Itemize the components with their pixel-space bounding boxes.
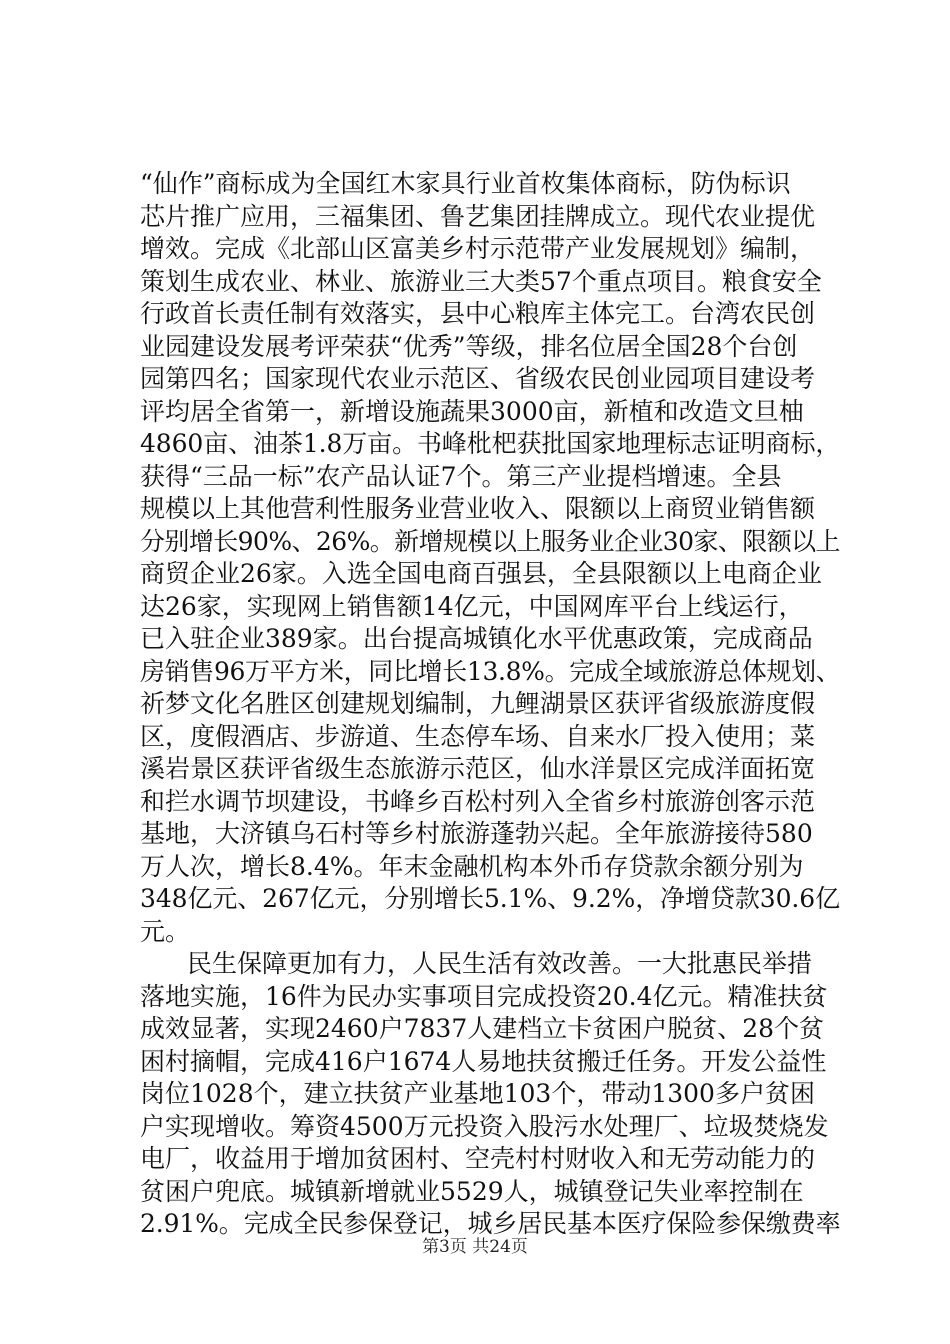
text-line: 规模以上其他营利性服务业营业收入、限额以上商贸业销售额 xyxy=(140,494,816,523)
text-line: 商贸企业26家。入选全国电商百强县，全县限额以上电商企业 xyxy=(140,559,822,588)
text-line: 民生保障更加有力，人民生活有效改善。一大批惠民举措 xyxy=(187,949,813,978)
text-line: 348亿元、267亿元，分别增长5.1%、9.2%，净增贷款30.6亿 xyxy=(140,884,840,913)
text-line: 和拦水调节坝建设，书峰乡百松村列入全省乡村旅游创客示范 xyxy=(140,786,816,816)
text-line: 已入驻企业389家。出台提高城镇化水平优惠政策，完成商品 xyxy=(140,624,813,653)
text-line: 成效显著，实现2460户7837人建档立卡贫困户脱贫、28个贫 xyxy=(140,1014,825,1043)
page-footer: 第3页 共24页 xyxy=(422,1237,528,1257)
text-line: 祈梦文化名胜区创建规划编制，九鲤湖景区获评省级旅游度假 xyxy=(140,689,816,718)
text-line: 评均居全省第一，新增设施蔬果3000亩，新植和改造文旦柚 xyxy=(140,396,804,426)
text-line: 万人次，增长8.4%。年末金融机构本外币存贷款余额分别为 xyxy=(140,851,804,881)
text-line: 电厂，收益用于增加贫困村、空壳村村财收入和无劳动能力的 xyxy=(140,1144,816,1173)
text-line: 落地实施，16件为民办实事项目完成投资20.4亿元。精准扶贫 xyxy=(140,981,828,1011)
text-line: 芯片推广应用，三福集团、鲁艺集团挂牌成立。现代农业提优 xyxy=(140,201,816,231)
text-line: “仙作”商标成为全国红木家具行业首枚集体商标，防伪标识 xyxy=(140,169,791,198)
text-line: 区，度假酒店、步游道、生态停车场、自来水厂投入使用；菜 xyxy=(140,721,816,751)
text-line: 园第四名；国家现代农业示范区、省级农民创业园项目建设考 xyxy=(140,364,816,393)
text-line: 元。 xyxy=(140,916,191,946)
text-line: 岗位1028个，建立扶贫产业基地103个，带动1300多户贫困 xyxy=(140,1079,815,1108)
text-line: 获得“三品一标”农产品认证7个。第三产业提档增速。全县 xyxy=(140,461,782,491)
text-line: 策划生成农业、林业、旅游业三大类57个重点项目。粮食安全 xyxy=(140,266,822,296)
text-line: 分别增长90%、26%。新增规模以上服务业企业30家、限额以上 xyxy=(140,526,840,556)
text-line: 贫困户兜底。城镇新增就业5529人，城镇登记失业率控制在 xyxy=(140,1176,804,1206)
text-line: 溪岩景区获评省级生态旅游示范区，仙水洋景区完成洋面拓宽 xyxy=(140,754,816,783)
text-line: 2.91%。完成全民参保登记，城乡居民基本医疗保险参保缴费率 xyxy=(140,1209,841,1238)
text-line: 户实现增收。筹资4500万元投资入股污水处理厂、垃圾焚烧发 xyxy=(140,1111,829,1141)
text-line: 基地，大济镇乌石村等乡村旅游蓬勃兴起。全年旅游接待580 xyxy=(140,819,813,848)
text-line: 达26家，实现网上销售额14亿元，中国网库平台上线运行， xyxy=(140,591,804,621)
text-line: 业园建设发展考评荣获“优秀”等级，排名位居全国28个台创 xyxy=(140,331,798,361)
text-line: 增效。完成《北部山区富美乡村示范带产业发展规划》编制， xyxy=(140,234,816,263)
text-line: 4860亩、油茶1.8万亩。书峰枇杷获批国家地理标志证明商标， xyxy=(140,429,841,458)
text-line: 行政首长责任制有效落实，县中心粮库主体完工。台湾农民创 xyxy=(140,299,816,328)
body-text xyxy=(140,168,840,1241)
text-line: 房销售96万平方米，同比增长13.8%。完成全域旅游总体规划、 xyxy=(140,656,841,686)
text-line: 困村摘帽，完成416户1674人易地扶贫搬迁任务。开发公益性 xyxy=(140,1046,827,1076)
